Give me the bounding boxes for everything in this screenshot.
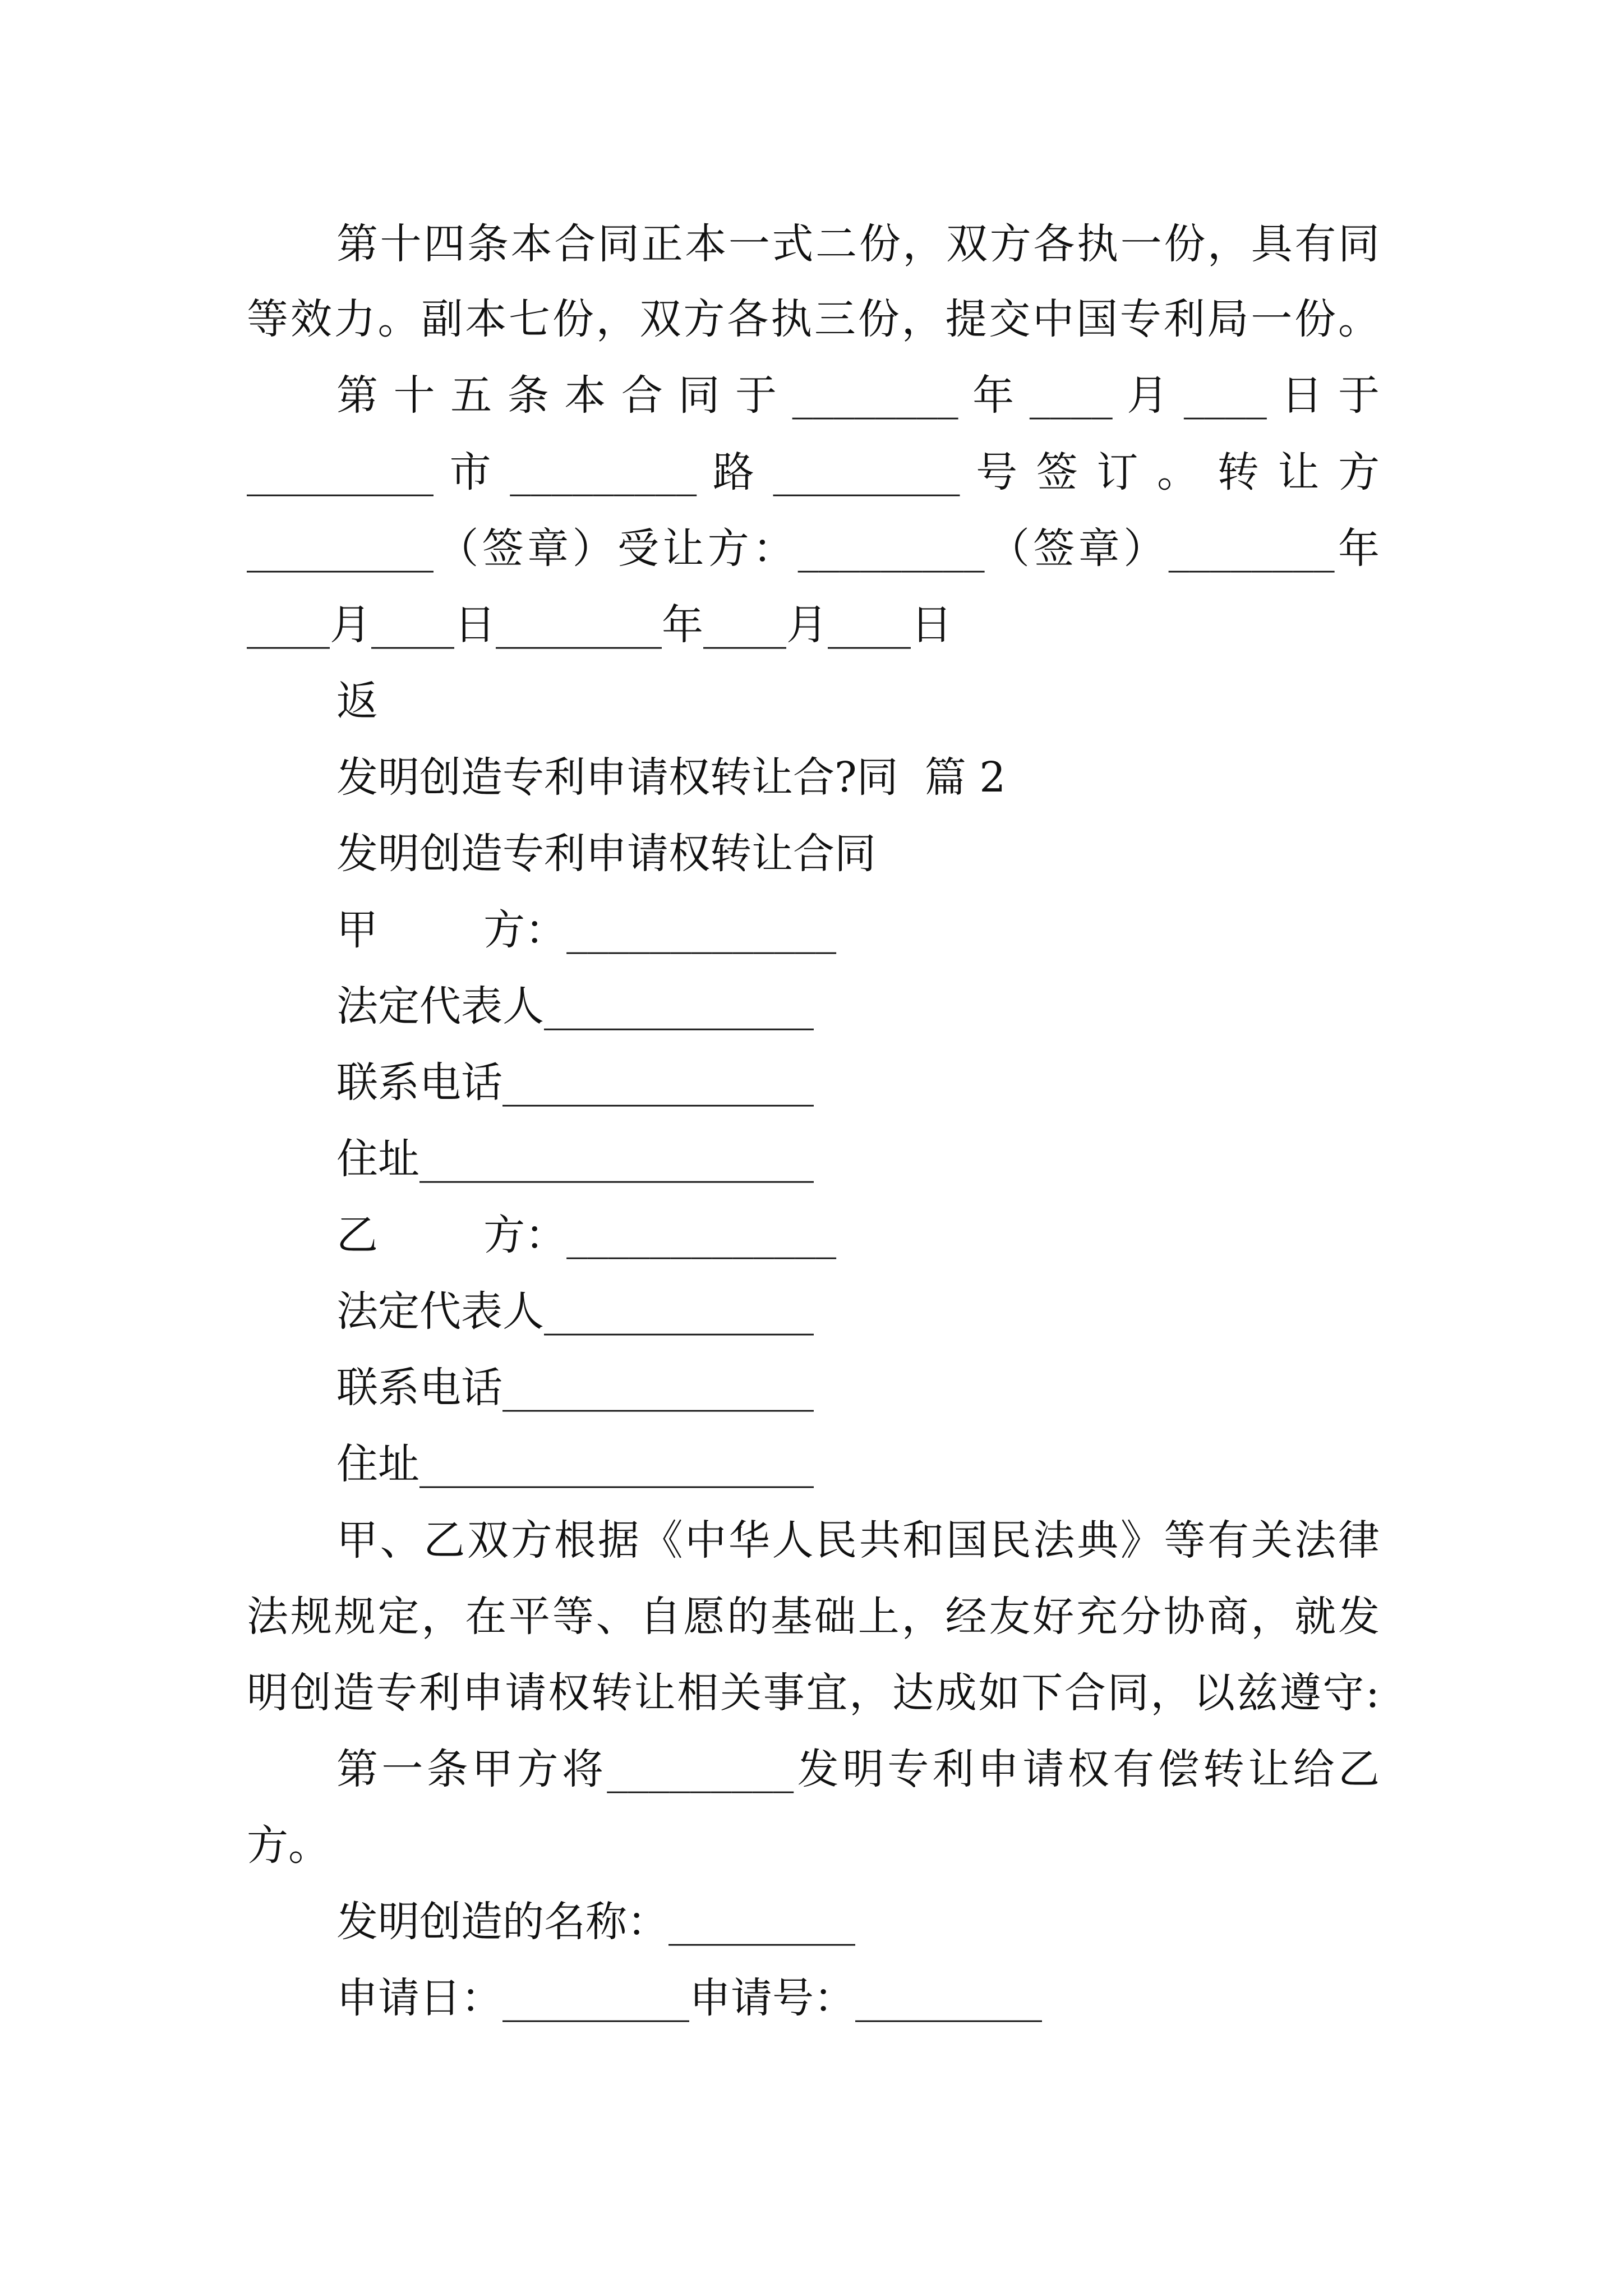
party-b-phone-field: 联系电话_______________ <box>336 1364 814 1412</box>
party-b-address-field: 住址___________________ <box>336 1440 814 1488</box>
paragraph-line: 第一条甲方将_________发明专利申请权有偿转让给乙 <box>336 1745 1380 1793</box>
paragraph-line: ____月____日________年____月____日 <box>247 601 952 649</box>
contract-title: 发明创造专利申请权转让合同 <box>336 830 876 878</box>
section-heading: 发明创造专利申请权转让合?同 篇 2 <box>336 753 1006 802</box>
paragraph-line: 方。 <box>247 1821 330 1870</box>
paragraph-line: _________ 市 _________ 路 _________ 号 签 订 。 转 让 方 <box>247 448 1380 496</box>
paragraph-line: 等效力。副本七份，双方各执三份，提交中国专利局一份。 <box>247 295 1380 343</box>
paragraph-line: _________（签章）受让方：_________（签章）________年 <box>247 524 1380 573</box>
party-b-representative-field: 法定代表人_____________ <box>336 1287 814 1336</box>
party-a-representative-field: 法定代表人_____________ <box>336 982 814 1030</box>
party-a-field: 甲 方：_____________ <box>336 906 837 954</box>
invention-name-field: 发明创造的名称：_________ <box>336 1898 855 1946</box>
paragraph-line: 返 <box>336 677 378 725</box>
paragraph-line: 第十四条本合同正本一式二份，双方各执一份，具有同 <box>336 220 1380 268</box>
party-b-field: 乙 方：_____________ <box>336 1211 837 1259</box>
party-a-phone-field: 联系电话_______________ <box>336 1059 814 1107</box>
paragraph-line: 第 十 五 条 本 合 同 于 ________ 年 ____ 月 ____ 日 于 <box>336 371 1380 420</box>
paragraph-line: 法规规定，在平等、自愿的基础上，经友好充分协商，就发 <box>247 1593 1380 1641</box>
paragraph-line: 明创造专利申请权转让相关事宜，达成如下合同，以兹遵守: <box>247 1669 1380 1717</box>
party-a-address-field: 住址___________________ <box>336 1135 814 1183</box>
paragraph-line: 甲、乙双方根据《中华人民共和国民法典》等有关法律 <box>336 1516 1380 1565</box>
application-date-number-field: 申请日：_________申请号：_________ <box>336 1974 1042 2022</box>
